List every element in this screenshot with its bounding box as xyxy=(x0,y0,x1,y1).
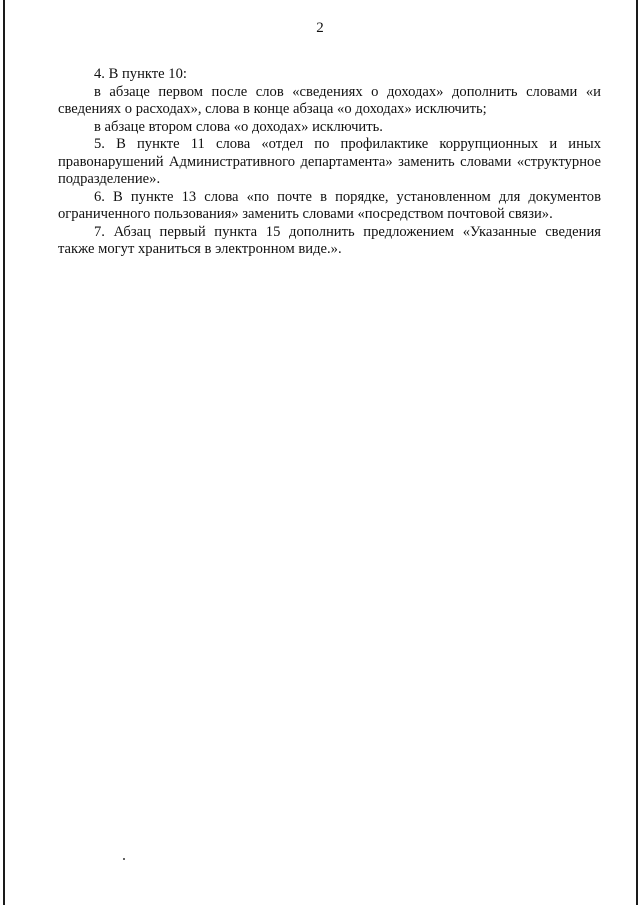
paragraph-item-5: 5. В пункте 11 слова «отдел по профилактике коррупционных и иных правонарушений Административного департамента» заменить словами «структурное подразделение». xyxy=(58,136,601,187)
scan-speck xyxy=(123,858,125,860)
paragraph-second-abzac: в абзаце втором слова «о доходах» исключить. xyxy=(94,118,383,135)
page-number: 2 xyxy=(316,20,324,36)
paragraph-first-abzac: в абзаце первом после слов «сведениях о доходах» дополнить словами «и сведениях о расходах», слова в конце абзаца «о доходах» исключить; xyxy=(58,83,601,117)
document-body xyxy=(58,66,601,259)
scan-edge-left xyxy=(3,0,5,905)
scan-edge-right xyxy=(636,0,638,905)
paragraph-item-6: 6. В пункте 13 слова «по почте в порядке, установленном для документов ограниченного пользования» заменить словами «посредством почтовой связи». xyxy=(58,188,601,222)
paragraph-item-7: 7. Абзац первый пункта 15 дополнить предложением «Указанные сведения также могут храниться в электронном виде.». xyxy=(58,223,601,257)
paragraph-item-4: 4. В пункте 10: xyxy=(94,66,187,82)
